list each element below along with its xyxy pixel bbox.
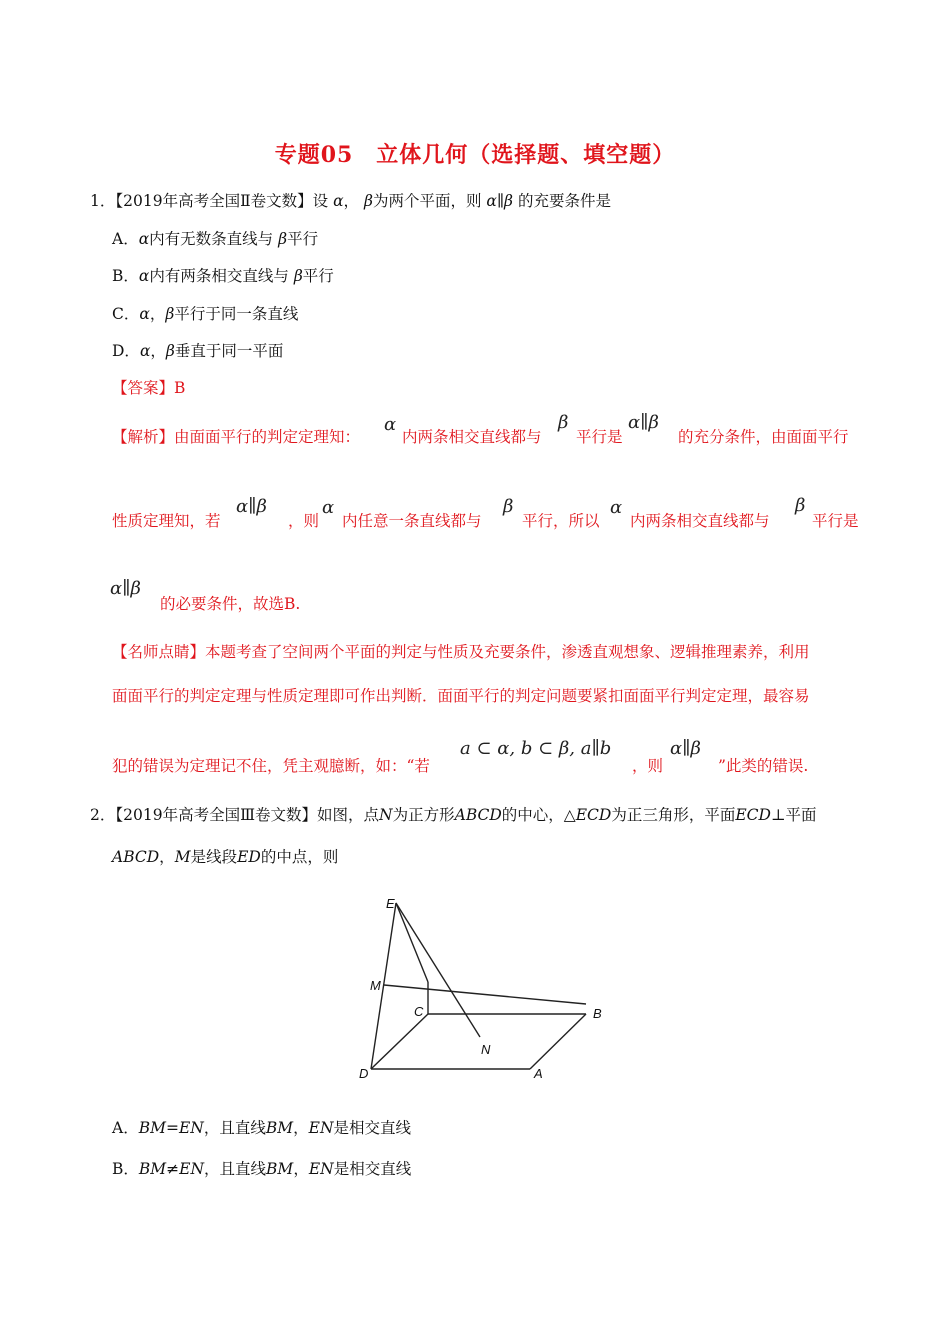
option-text: 平行 [287,230,319,248]
option-letter: D． [112,342,140,360]
analysis-text: 内任意一条直线都与 [342,512,482,530]
condition-expression: a ⊂ α, b ⊂ β, a∥b [460,738,612,759]
plane-label: ABCD [112,848,160,866]
option-text: 平行 [302,267,334,285]
option-b [112,265,334,287]
stem-text: 的中心，△ [501,806,576,824]
parallel-relation: α∥β [486,192,513,210]
beta-symbol: β [795,495,806,516]
stem-text: ⊥平面 [770,806,817,824]
option-letter: B． [112,267,139,285]
question-1-stem [90,190,611,212]
alpha-symbol: α [610,497,623,518]
beta-symbol: β [165,342,175,360]
analysis-text: 平行，所以 [522,512,600,530]
question-2-stem-line-1 [90,804,817,826]
question-2-stem-line-2 [112,846,338,868]
analysis-text: 内两条相交直线都与 [630,512,770,530]
parallel-relation: α∥β [236,496,267,517]
option-text: 是相交直线 [333,1160,412,1178]
stem-comma: ， [343,192,360,210]
option-c [112,303,298,325]
stem-text: ， [159,848,175,866]
triangle-label: ECD [575,806,612,824]
option-d [112,340,283,362]
point-label: N [379,806,393,824]
edge-en [396,903,480,1037]
option-letter: A． [112,230,139,248]
q2-option-a [112,1117,411,1139]
stem-text: 的中点，则 [260,848,339,866]
analysis-label: 【解析】 [112,428,175,446]
line-label: BM [265,1119,294,1137]
answer-line [112,377,185,399]
label-c: C [414,1004,424,1019]
alpha-symbol: α [138,267,150,285]
option-text: 垂直于同一平面 [174,342,284,360]
option-letter: A． [112,1119,139,1137]
option-text: ， [293,1160,309,1178]
option-text: 内有无数条直线与 [149,230,274,248]
stem-text: 为两个平面，则 [372,192,482,210]
alpha-symbol: α [384,414,397,435]
tip-text: 本题考查了空间两个平面的判定与性质及充要条件，渗透直观想象、逻辑推理素养，利用 [205,643,810,661]
beta-symbol: β [558,412,569,433]
option-text: ， [293,1119,309,1137]
stem-text: 为正方形 [392,806,455,824]
segment-label: ED [237,848,261,866]
tip-line-2: 面面平行的判定定理与性质定理即可作出判断．面面平行的判定问题要紧扣面面平行判定定理，最容易 [112,687,810,705]
analysis-text: 性质定理知，若 [112,512,221,530]
line-label: BM [266,1160,294,1178]
analysis-text: ，则 [288,512,320,530]
question-number: 2． [90,806,116,824]
stem-text: 如图，点 [317,806,380,824]
label-n: N [481,1042,491,1057]
analysis-line-1 [112,426,360,448]
option-text: 平行于同一条直线 [174,305,299,323]
answer-value: B [174,379,186,397]
option-text: ，且直线 [203,1119,266,1137]
beta-symbol: β [503,496,514,517]
parallel-relation: α∥β [628,412,659,433]
option-text: ，且直线 [204,1160,267,1178]
line-label: EN [308,1119,334,1137]
option-a [112,228,318,250]
stem-text: 为正三角形，平面 [611,806,736,824]
plane-label: ECD [735,806,771,824]
edge-ec [396,903,428,982]
edge-ab [530,1014,586,1069]
alpha-symbol: α [138,230,150,248]
question-number: 1． [90,192,116,210]
label-d: D [359,1066,369,1081]
parallel-relation: α∥β [670,738,701,759]
beta-symbol: β [165,305,175,323]
edge-dc [371,1014,428,1069]
option-text: 是相交直线 [333,1119,412,1137]
tip-text: ，则 [632,757,664,775]
label-a: A [534,1066,543,1081]
label-e: E [386,896,395,911]
point-label: M [174,848,191,866]
tip-label: 【名师点睛】 [112,643,206,661]
analysis-text: 的充分条件，由面面平行 [678,428,849,446]
alpha-symbol: α [322,497,335,518]
square-label: ABCD [454,806,502,824]
stem-text: 设 [312,192,329,210]
page-title: 专题05 立体几何（选择题、填空题） [274,142,676,168]
option-letter: C． [112,305,140,323]
q2-option-b [112,1158,411,1180]
option-expression: BM≠EN [138,1160,205,1178]
edge-mb [384,985,586,1004]
option-letter: B． [112,1160,139,1178]
label-m: M [370,978,381,993]
label-b: B [593,1006,602,1021]
tip-line-1 [112,641,810,663]
alpha-symbol: α [139,342,151,360]
option-text: 内有两条相交直线与 [149,267,289,285]
stem-text: 的充要条件是 [517,192,611,210]
geometry-figure [350,888,620,1084]
analysis-text: 平行是 [576,428,623,446]
answer-label: 【答案】 [112,379,175,397]
analysis-text: 内两条相交直线都与 [402,428,542,446]
option-text: ， [150,342,166,360]
beta-symbol: β [293,267,303,285]
analysis-text: 由面面平行的判定定理知： [174,428,361,446]
tip-text: 犯的错误为定理记不住，凭主观臆断，如：“若 [112,757,430,775]
stem-text: 是线段 [190,848,238,866]
alpha-symbol: α [139,305,150,323]
tip-text: ”此类的错误. [718,757,809,775]
alpha-symbol: α [333,192,344,210]
parallel-relation: α∥β [110,578,141,599]
option-text: ， [149,305,166,323]
option-expression: BM=EN [138,1119,204,1137]
analysis-text: 平行是 [812,512,859,530]
line-label: EN [308,1160,334,1178]
beta-symbol: β [278,230,288,248]
beta-symbol: β [363,192,373,210]
question-source: 【2019年高考全国Ⅱ卷文数】 [115,192,313,210]
analysis-text: 的必要条件，故选B. [160,595,301,613]
question-source: 【2019年高考全国Ⅲ卷文数】 [115,806,318,824]
